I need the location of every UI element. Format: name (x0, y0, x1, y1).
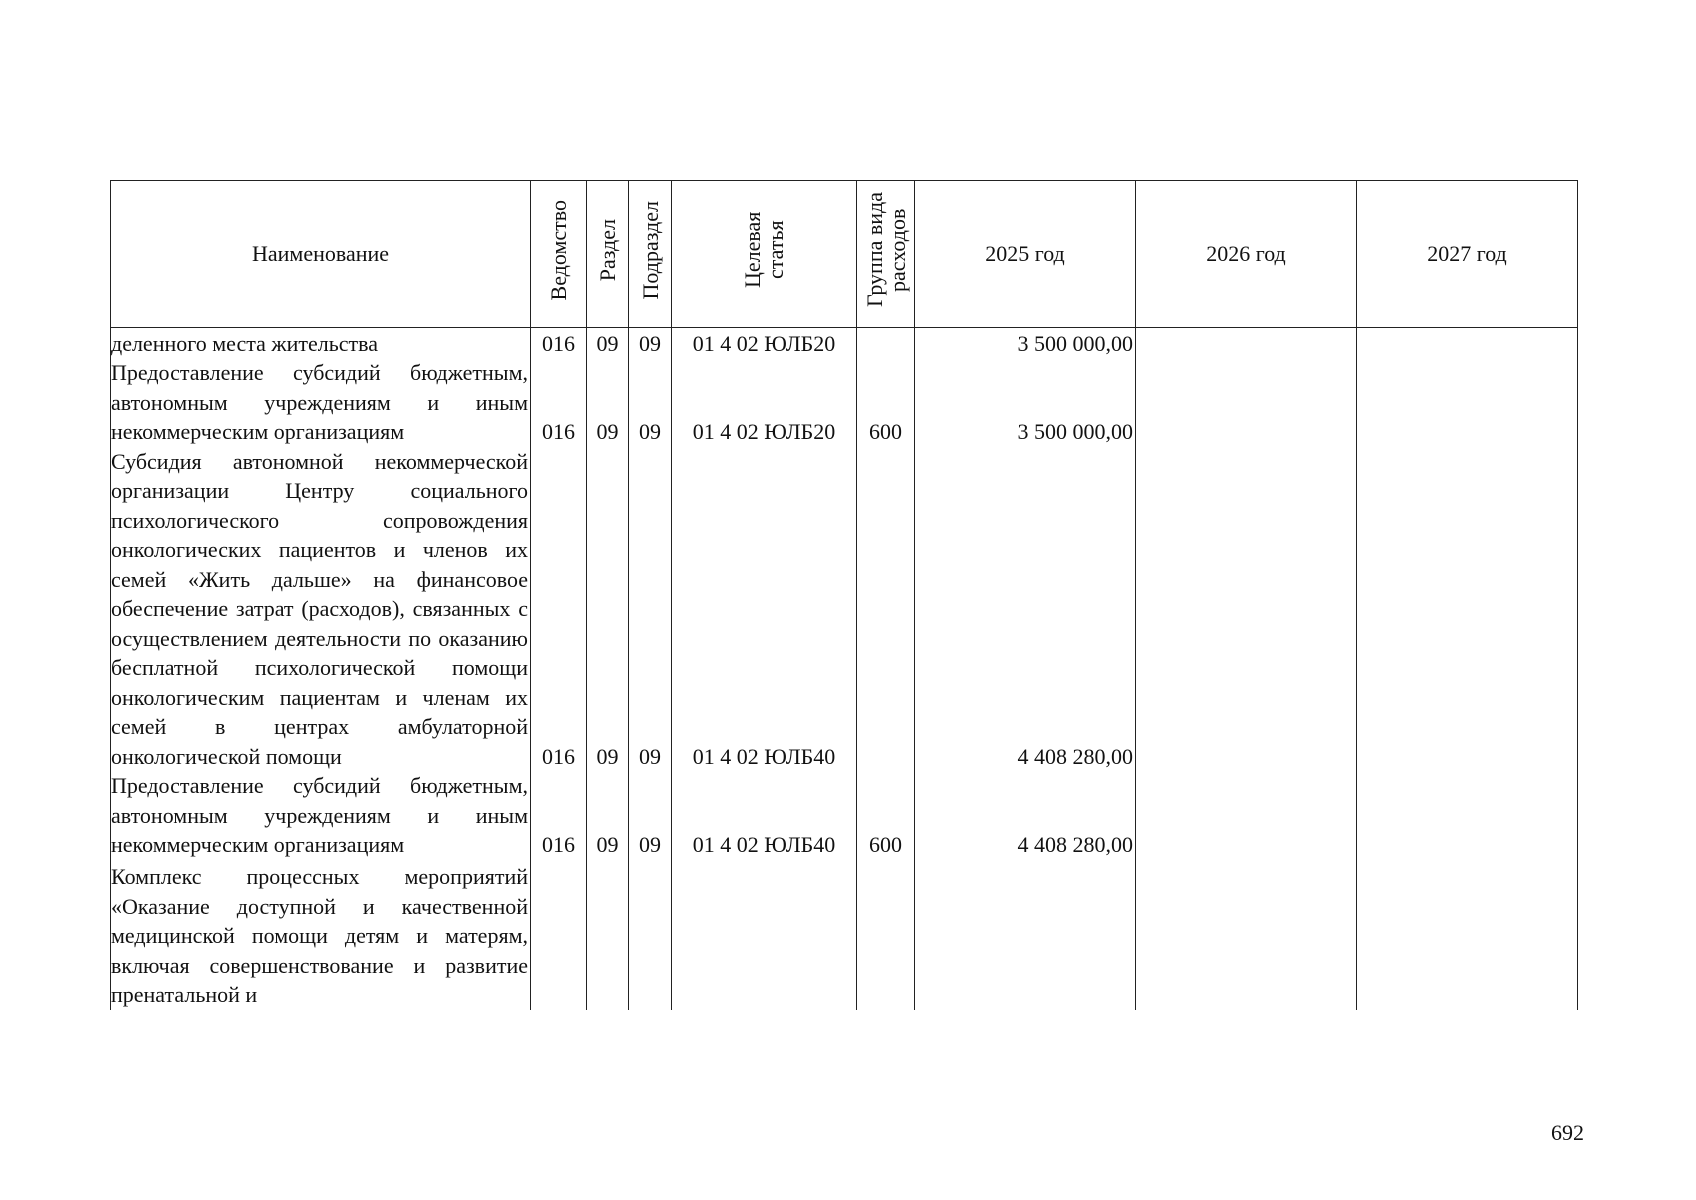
row-section: 09 (587, 771, 629, 860)
row-name: деленного места жительства (111, 327, 531, 358)
header-section: Раздел (587, 181, 629, 328)
row-target-article: 01 4 02 ЮЛБ40 (672, 447, 857, 772)
row-section: 09 (587, 327, 629, 358)
table-header (111, 181, 1578, 328)
row-section (587, 860, 629, 1010)
table-row (111, 358, 1578, 447)
row-section: 09 (587, 358, 629, 447)
row-section: 09 (587, 447, 629, 772)
row-name: Комплекс процессных мероприятий «Оказание доступной и качественной медицинской помощи детям и матерям, включая совершенствование и развитие пренатальной и (111, 860, 531, 1010)
row-department: 016 (531, 327, 587, 358)
row-department: 016 (531, 447, 587, 772)
row-expense-group: 600 (857, 771, 915, 860)
header-2026: 2026 год (1136, 181, 1357, 328)
row-department: 016 (531, 358, 587, 447)
row-2026 (1136, 447, 1357, 772)
row-department: 016 (531, 771, 587, 860)
row-name: Предоставление субсидий бюджетным, автономным учреждениям и иным некоммерческим организациям (111, 771, 531, 860)
row-2026 (1136, 860, 1357, 1010)
table-body (111, 327, 1578, 1010)
row-department (531, 860, 587, 1010)
row-expense-group: 600 (857, 358, 915, 447)
table-row (111, 327, 1578, 358)
row-subsection (629, 860, 672, 1010)
row-subsection: 09 (629, 327, 672, 358)
row-subsection: 09 (629, 771, 672, 860)
row-2027 (1357, 771, 1578, 860)
header-subsection: Подраздел (629, 181, 672, 328)
header-2025: 2025 год (915, 181, 1136, 328)
header-2027: 2027 год (1357, 181, 1578, 328)
row-2025: 4 408 280,00 (915, 447, 1136, 772)
row-target-article: 01 4 02 ЮЛБ20 (672, 327, 857, 358)
row-target-article: 01 4 02 ЮЛБ20 (672, 358, 857, 447)
row-2027 (1357, 447, 1578, 772)
row-name: Субсидия автономной некоммерческой организации Центру социального психологического сопровождения онкологических пациентов и членов их семей «Жить дальше» на финансовое обеспечение затрат (расходов), связанных с осуществлением деятельности по оказанию бесплатной психологической помощи онкологическим пациентам и членам их семей в центрах амбулаторной онкологической помощи (111, 447, 531, 772)
table-row (111, 447, 1578, 772)
row-subsection: 09 (629, 358, 672, 447)
row-name: Предоставление субсидий бюджетным, автономным учреждениям и иным некоммерческим организациям (111, 358, 531, 447)
row-2026 (1136, 358, 1357, 447)
header-target-article: Целевая статья (672, 181, 857, 328)
table-row (111, 771, 1578, 860)
budget-table (110, 180, 1578, 1010)
row-2025 (915, 860, 1136, 1010)
row-2025: 3 500 000,00 (915, 358, 1136, 447)
row-2027 (1357, 358, 1578, 447)
row-2027 (1357, 860, 1578, 1010)
row-2026 (1136, 327, 1357, 358)
row-expense-group (857, 327, 915, 358)
row-target-article (672, 860, 857, 1010)
row-expense-group (857, 860, 915, 1010)
row-2025: 3 500 000,00 (915, 327, 1136, 358)
row-2027 (1357, 327, 1578, 358)
table-row (111, 860, 1578, 1010)
row-2026 (1136, 771, 1357, 860)
page-number: 692 (1551, 1120, 1584, 1145)
header-name: Наименование (111, 181, 531, 328)
header-expense-group: Группа вида расходов (857, 181, 915, 328)
row-target-article: 01 4 02 ЮЛБ40 (672, 771, 857, 860)
row-2025: 4 408 280,00 (915, 771, 1136, 860)
header-department: Ведомство (531, 181, 587, 328)
row-expense-group (857, 447, 915, 772)
row-subsection: 09 (629, 447, 672, 772)
